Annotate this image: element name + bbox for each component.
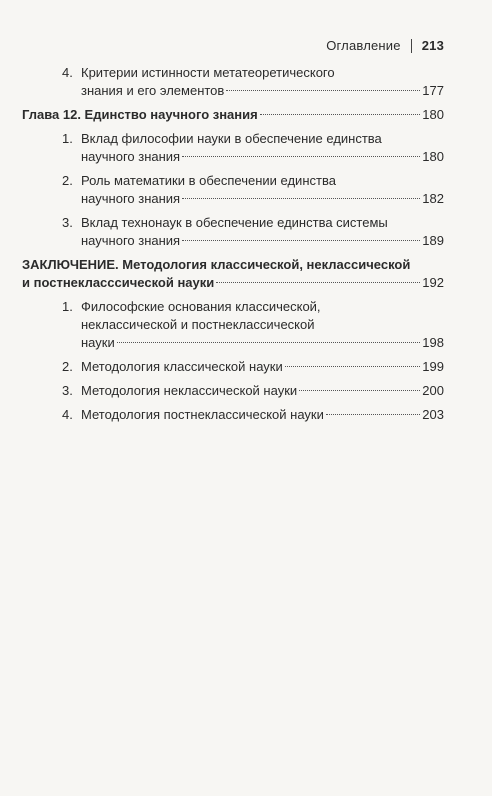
entry-title-line: науки bbox=[81, 335, 115, 350]
dot-leader bbox=[299, 390, 420, 391]
header-page-number: 213 bbox=[421, 38, 444, 53]
toc-entry[interactable] bbox=[22, 406, 444, 424]
dot-leader bbox=[216, 282, 420, 283]
toc-entry[interactable] bbox=[22, 382, 444, 400]
toc-entry[interactable] bbox=[22, 64, 444, 100]
dot-leader bbox=[117, 342, 421, 343]
toc-entry[interactable] bbox=[22, 298, 444, 352]
chapter-title: ЗАКЛЮЧЕНИЕ. Методология классической, неклассической bbox=[22, 257, 411, 272]
entry-number: 4. bbox=[62, 407, 73, 422]
entry-number: 2. bbox=[62, 173, 73, 188]
entry-page-number: 203 bbox=[422, 407, 444, 422]
entry-page-number: 180 bbox=[422, 149, 444, 164]
header-divider bbox=[411, 39, 412, 53]
toc-chapter[interactable] bbox=[22, 256, 444, 292]
dot-leader bbox=[182, 156, 420, 157]
entry-page-number: 200 bbox=[422, 383, 444, 398]
chapter-page-number: 180 bbox=[422, 107, 444, 122]
entry-page-number: 189 bbox=[422, 233, 444, 248]
entry-page-number: 182 bbox=[422, 191, 444, 206]
entry-title-line: научного знания bbox=[81, 149, 181, 164]
entry-page-number: 199 bbox=[422, 359, 444, 374]
entry-title-line: Методология неклассической науки bbox=[81, 383, 298, 398]
entry-page-number: 177 bbox=[422, 83, 444, 98]
toc-chapter[interactable] bbox=[22, 106, 444, 124]
entry-title-line: Методология постнеклассической науки bbox=[81, 407, 324, 422]
toc-entry[interactable] bbox=[22, 130, 444, 166]
dot-leader bbox=[226, 90, 420, 91]
dot-leader bbox=[260, 114, 421, 115]
entry-title-line: Философские основания классической, bbox=[81, 299, 321, 314]
running-header bbox=[326, 38, 444, 53]
entry-title-line: научного знания bbox=[81, 191, 181, 206]
chapter-title: Глава 12. Единство научного знания bbox=[22, 107, 258, 122]
entry-number: 2. bbox=[62, 359, 73, 374]
entry-title-line: Роль математики в обеспечении единства bbox=[81, 173, 336, 188]
entry-title-line: Вклад технонаук в обеспечение единства системы bbox=[81, 215, 388, 230]
entry-title-line: Вклад философии науки в обеспечение единства bbox=[81, 131, 382, 146]
dot-leader bbox=[326, 414, 420, 415]
toc-entry[interactable] bbox=[22, 172, 444, 208]
entry-number: 1. bbox=[62, 131, 73, 146]
entry-page-number: 198 bbox=[422, 335, 444, 350]
dot-leader bbox=[182, 240, 420, 241]
table-of-contents bbox=[22, 64, 444, 430]
entry-number: 3. bbox=[62, 215, 73, 230]
entry-number: 1. bbox=[62, 299, 73, 314]
entry-title-line: Критерии истинности метатеоретического bbox=[81, 65, 335, 80]
dot-leader bbox=[182, 198, 420, 199]
chapter-page-number: 192 bbox=[422, 275, 444, 290]
header-title: Оглавление bbox=[326, 38, 401, 53]
entry-title-line: Методология классической науки bbox=[81, 359, 283, 374]
entry-title-line: научного знания bbox=[81, 233, 181, 248]
toc-entry[interactable] bbox=[22, 214, 444, 250]
toc-entry[interactable] bbox=[22, 358, 444, 376]
dot-leader bbox=[285, 366, 421, 367]
entry-title-line: неклассической и постнеклассической bbox=[81, 317, 315, 332]
entry-title-line: знания и его элементов bbox=[81, 83, 225, 98]
entry-number: 4. bbox=[62, 65, 73, 80]
entry-number: 3. bbox=[62, 383, 73, 398]
chapter-title: и постнекласссической науки bbox=[22, 275, 215, 290]
